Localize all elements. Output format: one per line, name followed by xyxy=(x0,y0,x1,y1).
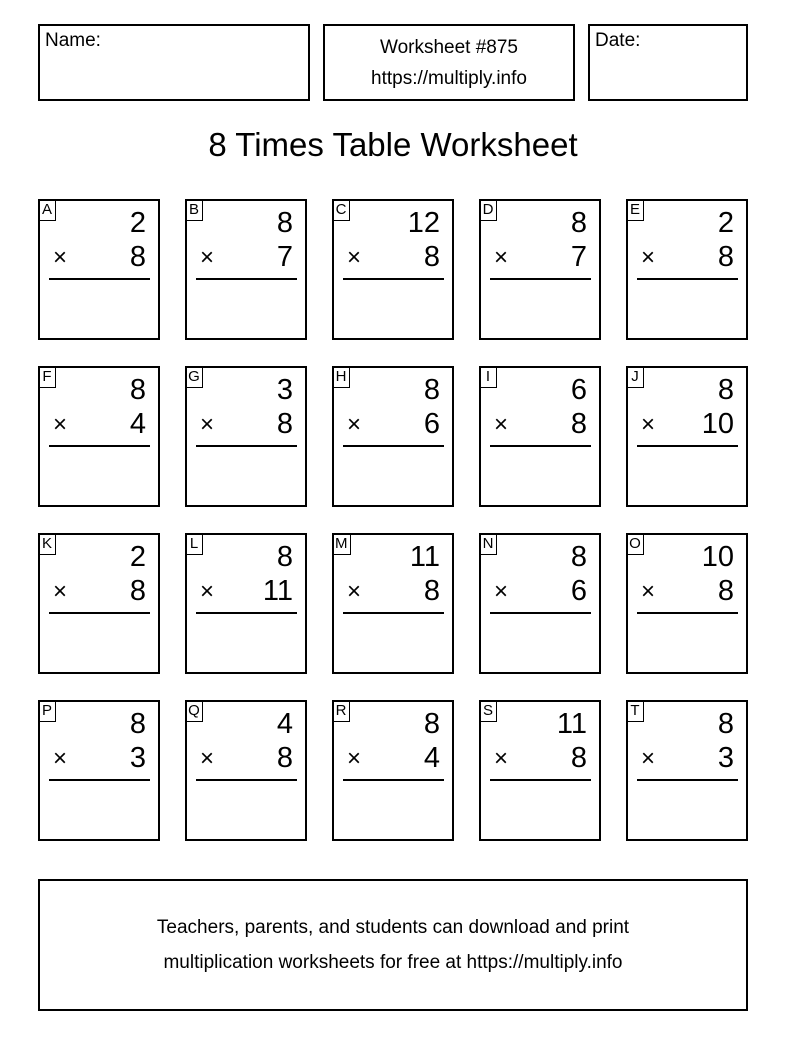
answer-line xyxy=(343,779,444,781)
problem-label: T xyxy=(626,700,644,722)
multiplier: 10 xyxy=(701,408,734,440)
problem-label: O xyxy=(626,533,644,555)
problem-card[interactable] xyxy=(332,533,454,674)
problem-label: P xyxy=(38,700,56,722)
multiplicand: 8 xyxy=(570,207,587,239)
multiply-sign: × xyxy=(200,578,215,605)
multiplicand: 4 xyxy=(276,708,293,740)
problem-label: D xyxy=(479,199,497,221)
multiplicand: 8 xyxy=(717,708,734,740)
problem-card[interactable] xyxy=(626,366,748,507)
answer-line xyxy=(196,445,297,447)
multiply-sign: × xyxy=(53,244,68,271)
multiplicand: 8 xyxy=(129,374,146,406)
multiplicand: 2 xyxy=(129,541,146,573)
multiplier: 6 xyxy=(570,575,587,607)
problem-card[interactable] xyxy=(332,700,454,841)
multiplicand: 8 xyxy=(717,374,734,406)
problem-card[interactable] xyxy=(626,199,748,340)
problem-card[interactable] xyxy=(185,366,307,507)
multiplicand: 11 xyxy=(409,541,440,573)
multiplier: 8 xyxy=(276,408,293,440)
multiply-sign: × xyxy=(53,411,68,438)
multiplier: 8 xyxy=(570,408,587,440)
problem-label: R xyxy=(332,700,350,722)
multiplier: 7 xyxy=(276,241,293,273)
multiply-sign: × xyxy=(53,745,68,772)
problem-card[interactable] xyxy=(185,533,307,674)
multiplicand: 8 xyxy=(423,374,440,406)
multiply-sign: × xyxy=(347,745,362,772)
multiply-sign: × xyxy=(494,244,509,271)
multiply-sign: × xyxy=(641,745,656,772)
answer-line xyxy=(49,445,150,447)
answer-line xyxy=(196,779,297,781)
problem-card[interactable] xyxy=(626,700,748,841)
multiplicand: 11 xyxy=(556,708,587,740)
multiply-sign: × xyxy=(200,244,215,271)
problem-label: F xyxy=(38,366,56,388)
problem-label: A xyxy=(38,199,56,221)
multiply-sign: × xyxy=(347,244,362,271)
multiplier: 8 xyxy=(423,575,440,607)
answer-line xyxy=(490,445,591,447)
answer-line xyxy=(637,445,738,447)
multiply-sign: × xyxy=(200,745,215,772)
footer-line-1: Teachers, parents, and students can download and print xyxy=(156,917,630,938)
multiply-sign: × xyxy=(53,578,68,605)
problem-label: H xyxy=(332,366,350,388)
answer-line xyxy=(490,278,591,280)
multiplicand: 10 xyxy=(701,541,734,573)
multiplier: 8 xyxy=(129,575,146,607)
answer-line xyxy=(637,278,738,280)
multiplier: 3 xyxy=(717,742,734,774)
multiplicand: 8 xyxy=(423,708,440,740)
multiplier: 3 xyxy=(129,742,146,774)
name-label: Name: xyxy=(45,30,101,51)
multiplicand: 2 xyxy=(717,207,734,239)
problem-label: M xyxy=(332,533,351,555)
problem-label: K xyxy=(38,533,56,555)
multiply-sign: × xyxy=(347,411,362,438)
worksheet-url: https://multiply.info xyxy=(371,68,527,89)
answer-line xyxy=(196,278,297,280)
problem-label: G xyxy=(185,366,203,388)
multiply-sign: × xyxy=(494,745,509,772)
problem-label: J xyxy=(626,366,644,388)
problem-card[interactable] xyxy=(479,366,601,507)
multiplier: 4 xyxy=(129,408,146,440)
multiplier: 8 xyxy=(717,575,734,607)
multiply-sign: × xyxy=(200,411,215,438)
multiplier: 8 xyxy=(276,742,293,774)
multiplicand: 2 xyxy=(129,207,146,239)
multiply-sign: × xyxy=(347,578,362,605)
problem-card[interactable] xyxy=(626,533,748,674)
multiplier: 8 xyxy=(717,241,734,273)
answer-line xyxy=(196,612,297,614)
problem-card[interactable] xyxy=(479,700,601,841)
multiply-sign: × xyxy=(494,578,509,605)
answer-line xyxy=(637,612,738,614)
answer-line xyxy=(490,779,591,781)
answer-line xyxy=(49,612,150,614)
problem-card[interactable] xyxy=(38,700,160,841)
problem-label: N xyxy=(479,533,497,555)
answer-line xyxy=(343,612,444,614)
answer-line xyxy=(490,612,591,614)
problem-card[interactable] xyxy=(185,700,307,841)
multiply-sign: × xyxy=(641,244,656,271)
multiplicand: 12 xyxy=(407,207,440,239)
multiplicand: 6 xyxy=(570,374,587,406)
answer-line xyxy=(637,779,738,781)
answer-line xyxy=(49,278,150,280)
multiplicand: 8 xyxy=(129,708,146,740)
multiplier: 8 xyxy=(423,241,440,273)
problem-card[interactable] xyxy=(38,366,160,507)
multiplicand: 8 xyxy=(276,541,293,573)
multiply-sign: × xyxy=(641,411,656,438)
problem-label: I xyxy=(479,366,497,388)
multiplicand: 8 xyxy=(276,207,293,239)
footer-line-2: multiplication worksheets for free at https://multiply.info xyxy=(163,952,623,973)
problem-card[interactable] xyxy=(332,199,454,340)
problem-card[interactable] xyxy=(38,533,160,674)
worksheet-number: Worksheet #875 xyxy=(379,37,518,58)
multiplicand: 3 xyxy=(276,374,293,406)
answer-line xyxy=(343,278,444,280)
multiply-sign: × xyxy=(494,411,509,438)
multiplicand: 8 xyxy=(570,541,587,573)
problem-card[interactable] xyxy=(479,199,601,340)
multiplier: 11 xyxy=(262,575,293,607)
answer-line xyxy=(49,779,150,781)
multiplier: 8 xyxy=(129,241,146,273)
date-label: Date: xyxy=(595,30,641,51)
problem-label: S xyxy=(479,700,497,722)
problem-label: B xyxy=(185,199,203,221)
problem-label: E xyxy=(626,199,644,221)
footer-note xyxy=(38,879,748,1011)
problem-card[interactable] xyxy=(38,199,160,340)
answer-line xyxy=(343,445,444,447)
problem-label: Q xyxy=(185,700,203,722)
multiplier: 8 xyxy=(570,742,587,774)
problem-label: L xyxy=(185,533,203,555)
multiply-sign: × xyxy=(641,578,656,605)
multiplier: 6 xyxy=(423,408,440,440)
problem-label: C xyxy=(332,199,350,221)
multiplier: 7 xyxy=(570,241,587,273)
page-title: 8 Times Table Worksheet xyxy=(208,126,578,163)
problem-card[interactable] xyxy=(479,533,601,674)
problem-card[interactable] xyxy=(185,199,307,340)
problem-card[interactable] xyxy=(332,366,454,507)
multiplier: 4 xyxy=(423,742,440,774)
